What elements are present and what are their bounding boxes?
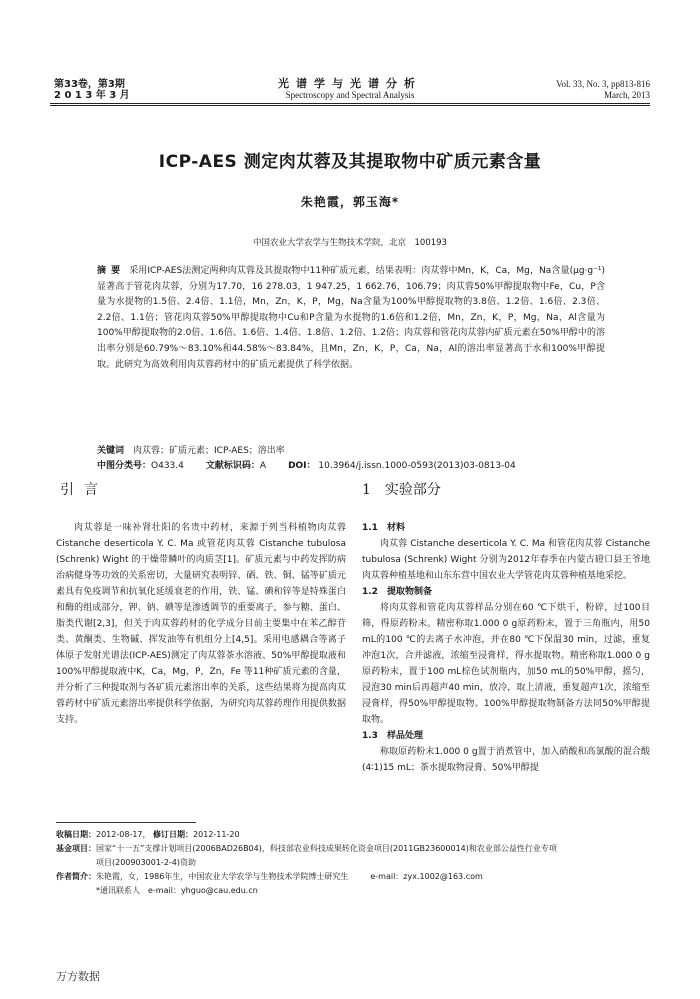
experimental-heading: 1 实验部分 — [362, 482, 441, 498]
journal-title-zh: 光谱学与光谱分析 — [278, 77, 422, 90]
keywords — [97, 444, 605, 458]
footnote-fund — [56, 842, 650, 856]
footnote-rule — [56, 822, 196, 823]
keywords-label: 关键词 — [97, 446, 125, 456]
affiliation: 中国农业大学农学与生物技术学院，北京 100193 — [253, 238, 447, 248]
revised-value: 2012-11-20 — [193, 830, 240, 839]
sample-heading: 1.3 样品处理 — [362, 731, 423, 741]
doc-value: A — [259, 461, 267, 471]
clc-value: O433.4 — [151, 461, 184, 471]
sample-paragraph: 称取原药粉末1.000 0 g置于消煮管中，加入硝酸和高氯酸的混合酸(4∶1)15 mL；茶水提取物浸膏、50%甲醇提 — [362, 747, 650, 773]
date-en: March, 2013 — [604, 90, 650, 100]
extract-heading: 1.2 提取物制备 — [362, 587, 432, 597]
abstract-text: 采用ICP-AES法测定两种肉苁蓉及其提取物中11种矿质元素，结果表明：肉苁蓉中Mn，K，Ca，Mg，Na含量(μg·g⁻¹)显著高于管花肉苁蓉，分别为17.70，16 278.03，1 947.25，1 662.76，106.79；肉苁蓉50%甲醇提取物中Fe，Cu，P含量为水提物的1.5倍、2.4倍、1.1倍，Mn，Zn，K，P，Mg，Na含量为100%甲醇提取物的3.8倍、1.2倍、1.6倍、2.3倍、2.2倍、1.1倍；管花肉苁蓉50%甲醇提取物中Cu和P含量为水提物的1.6倍和1.2倍，Mn，Zn，K，P，Mg，Na，Al含量为100%甲醇提取物的2.0倍、1.6倍、1.6倍、1.4倍、1.8倍、1.2倍、1.2倍；肉苁蓉和管花肉苁蓉内矿质元素在50%甲醇中的溶出率分别是60.79%～83.10%和44.58%～83.84%，且Mn，Zn，K，P，Ca，Na，Al的溶出率显著高于水和100%甲醇提取。此研究为高效利用肉苁蓉药材中的矿质元素提供了科学依据。 — [97, 266, 605, 370]
authors: 朱艳霞，郭玉海* — [300, 195, 400, 209]
intro-paragraph: 肉苁蓉是一味补肾壮阳的名贵中药材，来源于列当科植物肉苁蓉 Cistanche deserticola Y. C. Ma 或管花肉苁蓉 Cistanche tubulosa (Schrenk) Wight 的干燥带鳞叶的肉质茎[1]。矿质元素与中药发挥防病治病健身等功效的关系密切，大量研究表明锌、硒、铁、铜、锰等矿质元素具有免疫调节和抗氧化延缓衰老的作用，铁、锰、碘和锌等是特殊蛋白和酶的组成部分，钾、钠、碘等是渗透调节的重要离子，参与糖、蛋白、脂类代谢[2,3]，但关于肉苁蓉药材的化学成分目前主要集中在苯乙醇苷类、黄酮类、生物碱、挥发油等有机组分上[4,5]。采用电感耦合等离子体原子发射光谱法(ICP-AES)测定了肉苁蓉茶水溶液、50%甲醇提取液和100%甲醇提取液中K，Ca，Mg，P，Zn，Fe 等11种矿质元素的含量，并分析了三种提取剂与各矿质元素溶出率的关系，这些结果将为提高肉苁蓉药材中矿质元素溶出率提供科学依据，为研究肉苁蓉药理作用提供数据支持。 — [56, 523, 346, 725]
abstract-label: 摘要 — [97, 266, 126, 276]
watermark: 万方数据 — [56, 970, 100, 983]
header-rule-thin — [50, 105, 650, 106]
doi-value: 10.3964/j.issn.1000-0593(2013)03-0813-04 — [318, 461, 516, 471]
footnotes — [56, 828, 650, 898]
keywords-text: 肉苁蓉；矿质元素；ICP-AES；溶出率 — [133, 446, 285, 456]
volume-en: Vol. 33, No. 3, pp813-816 — [556, 79, 650, 89]
footnote-fund-cont: 项目(200903001-2-4)资助 — [96, 858, 197, 867]
header-journal — [200, 77, 500, 101]
journal-title-en: Spectroscopy and Spectral Analysis — [285, 90, 415, 100]
materials-paragraph: 肉苁蓉 Cistanche deserticola Y. C. Ma 和管花肉苁蓉 Cistanche tubulosa (Schrenk) Wight 分别为2012年春季在内蒙古磴口县王爷地肉苁蓉种植基地和山东东营中国农业大学管花肉苁蓉种植基地采挖。 — [362, 539, 650, 581]
fund-label: 基金项目： — [56, 844, 96, 853]
received-label: 收稿日期： — [56, 830, 96, 839]
paper-title: ICP-AES 测定肉苁蓉及其提取物中矿质元素含量 — [158, 152, 542, 172]
abstract — [97, 264, 605, 373]
intro-heading: 引言 — [60, 482, 108, 498]
author-email: e-mail：zyx.1002@163.com — [370, 872, 483, 881]
header-volume — [54, 79, 130, 101]
footnote-author — [56, 870, 650, 884]
author-label: 作者简介： — [56, 872, 96, 881]
date-line: 2 0 1 3 年 3 月 — [54, 90, 130, 101]
classification — [97, 459, 605, 473]
revised-label: 修订日期： — [153, 830, 194, 839]
extract-paragraph: 将肉苁蓉和管花肉苁蓉样品分别在60 ℃下烘干，粉碎，过100目筛，得原药粉末。精密称取1.000 0 g原药粉末，置于三角瓶内，用50 mL的100 ℃的去离子水冲泡，并在80 ℃下保温30 min，过滤，重复冲泡1次，合并滤液，浓缩至浸膏样，得水提取物。精密称取1.000 0 g原药粉末，置于100 mL棕色试剂瓶内，加50 mL的50%甲醇，摇匀，浸泡30 min后再超声40 min，放冷，取上清液，重复超声1次，浓缩至浸膏样，得50%甲醇提取物。100%甲醇提取物制备方法同50%甲醇提取物。 — [362, 603, 650, 725]
volume-line: 第33卷，第3期 — [54, 79, 125, 90]
clc-label: 中图分类号： — [97, 461, 152, 471]
doi-label: DOI： — [288, 461, 316, 471]
footnote-correspondence: *通讯联系人 e-mail：yhguo@cau.edu.cn — [96, 886, 258, 895]
column-right — [362, 482, 650, 776]
received-value: 2012-08-17， — [96, 830, 151, 839]
doc-label: 文献标识码： — [205, 461, 260, 471]
author-value: 朱艳霞，女，1986年生，中国农业大学农学与生物技术学院博士研究生 — [96, 872, 349, 881]
column-left — [56, 482, 346, 728]
footnote-dates — [56, 828, 650, 842]
fund-value: 国家“十一五”支撑计划项目(2006BAD26B04)，科技部农业科技成果转化资金项目(2011GB23600014)和农业部公益性行业专项 — [96, 844, 557, 853]
header-rule — [50, 103, 650, 104]
header-citation — [556, 79, 650, 101]
materials-heading: 1.1 材料 — [362, 523, 405, 533]
